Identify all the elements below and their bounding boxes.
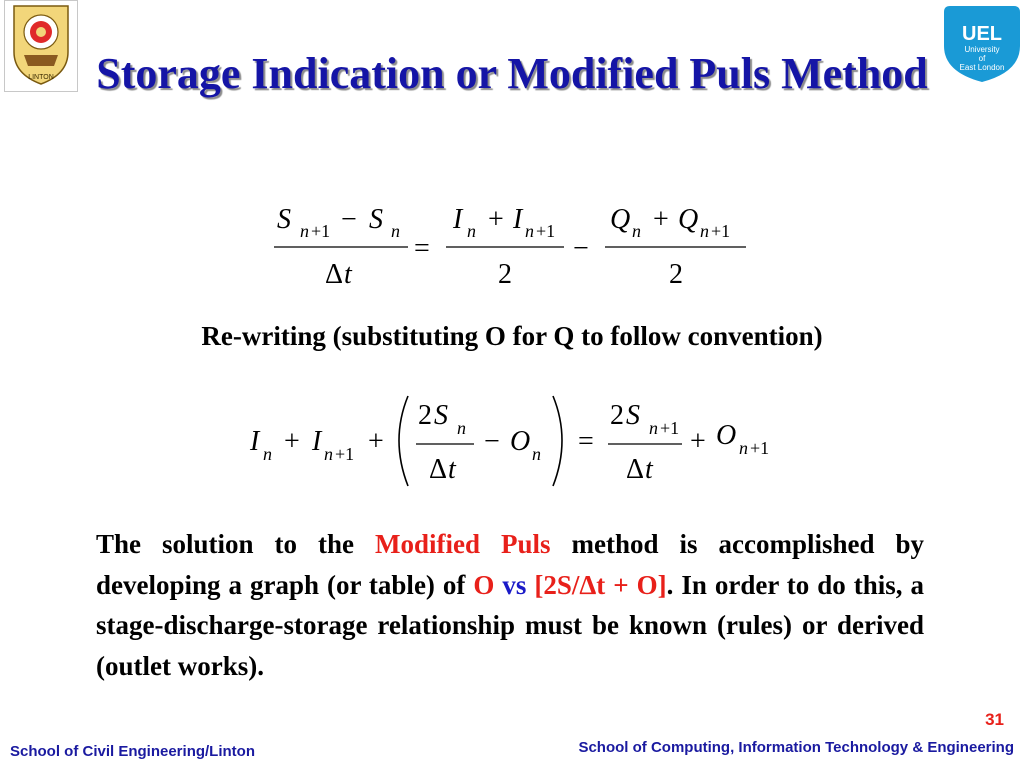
- svg-text:I: I: [453, 204, 463, 235]
- svg-text:East London: East London: [959, 63, 1005, 72]
- svg-text:+: +: [368, 426, 384, 457]
- footer-left: School of Civil Engineering/Linton: [10, 743, 255, 760]
- svg-text:I: I: [250, 426, 260, 457]
- highlight-o: O: [473, 569, 495, 600]
- svg-text:n: n: [300, 221, 309, 241]
- svg-text:Δ: Δ: [626, 454, 645, 485]
- highlight-vs: vs: [502, 569, 527, 600]
- svg-text:University: University: [964, 45, 1000, 54]
- svg-text:Δ: Δ: [429, 454, 448, 485]
- svg-text:I: I: [312, 426, 322, 457]
- slide-title: Storage Indication or Modified Puls Method: [96, 49, 928, 98]
- svg-text:+1: +1: [311, 221, 331, 241]
- svg-text:n: n: [632, 221, 641, 241]
- svg-text:I: I: [513, 204, 523, 235]
- svg-text:=: =: [578, 426, 594, 457]
- svg-text:UEL: UEL: [962, 23, 1002, 45]
- svg-text:n: n: [457, 418, 466, 438]
- svg-text:n: n: [700, 221, 709, 241]
- svg-text:+: +: [284, 426, 300, 457]
- svg-text:S: S: [626, 400, 640, 431]
- svg-text:+1: +1: [536, 221, 556, 241]
- svg-text:O: O: [716, 420, 737, 451]
- svg-text:S: S: [277, 204, 291, 235]
- para-text-3: . In order to do this, a stage-discharge-storage relationship must be known (rules) or derived (outlet works).: [96, 569, 925, 681]
- svg-text:+1: +1: [335, 444, 355, 464]
- rewrite-caption: Re-writing (substituting O for Q to follow convention): [201, 321, 823, 351]
- svg-text:2: 2: [418, 400, 432, 431]
- svg-text:2: 2: [669, 259, 683, 290]
- svg-text:Δ: Δ: [325, 259, 344, 290]
- svg-text:−: −: [341, 204, 357, 235]
- svg-text:+: +: [653, 204, 669, 235]
- svg-text:n: n: [263, 444, 272, 464]
- svg-text:n: n: [532, 444, 541, 464]
- highlight-2s-dt-o: [2S/Δt + O]: [534, 569, 667, 600]
- svg-text:+: +: [690, 426, 706, 457]
- slide-number: 31: [985, 710, 1004, 729]
- svg-text:t: t: [448, 454, 456, 485]
- svg-text:t: t: [645, 454, 653, 485]
- svg-text:−: −: [573, 233, 589, 264]
- svg-text:+1: +1: [660, 418, 680, 438]
- svg-text:S: S: [369, 204, 383, 235]
- svg-text:O: O: [510, 426, 531, 457]
- svg-text:of: of: [978, 54, 986, 63]
- para-text-2: method is accomplished by developing a graph (or table) of: [96, 529, 925, 600]
- svg-text:Q: Q: [610, 204, 631, 235]
- svg-text:n: n: [391, 221, 400, 241]
- footer-right: School of Computing, Information Technology & Engineering: [578, 739, 1014, 756]
- svg-text:+: +: [488, 204, 504, 235]
- explanation-paragraph: [96, 524, 924, 686]
- svg-text:=: =: [414, 233, 430, 264]
- svg-text:t: t: [344, 259, 352, 290]
- svg-text:LINTON: LINTON: [28, 74, 54, 81]
- svg-text:2: 2: [610, 400, 624, 431]
- svg-text:n: n: [649, 418, 658, 438]
- svg-text:+1: +1: [750, 438, 770, 458]
- equation-storage-indication: [240, 390, 785, 495]
- svg-text:Q: Q: [678, 204, 699, 235]
- svg-text:+1: +1: [711, 221, 731, 241]
- svg-text:n: n: [467, 221, 476, 241]
- svg-text:2: 2: [498, 259, 512, 290]
- highlight-modified-puls: Modified Puls: [375, 529, 551, 559]
- svg-text:S: S: [434, 400, 448, 431]
- svg-text:n: n: [739, 438, 748, 458]
- svg-text:−: −: [484, 426, 500, 457]
- equation-storage-continuity: [260, 195, 760, 295]
- para-text-1: The solution to the: [96, 529, 375, 559]
- svg-text:n: n: [525, 221, 534, 241]
- svg-text:n: n: [324, 444, 333, 464]
